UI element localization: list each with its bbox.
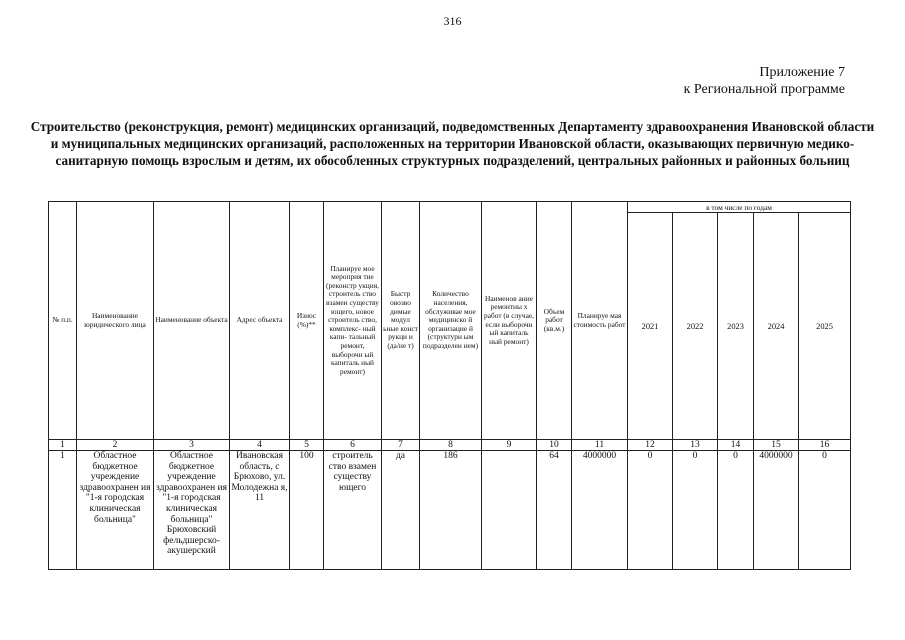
cell-legal-entity: Областное бюджетное учреждение здравоохранен ия "1-я городская клиническая больница"	[77, 451, 154, 570]
column-number: 14	[718, 440, 754, 451]
header-planned-activity: Планируе мое мероприя тие (реконстр укция, строитель ство взамен существу ющего, новое строитель ство, комплекс- ный капи- тальный ремонт, выборочн ый капиталь ный ремонт)	[324, 202, 382, 440]
cell-repair-works	[482, 451, 537, 570]
table-row	[49, 451, 851, 570]
column-number: 3	[154, 440, 230, 451]
cell-cost: 4000000	[572, 451, 628, 570]
page-number: 316	[443, 14, 462, 28]
column-number: 8	[420, 440, 482, 451]
cell-population: 186	[420, 451, 482, 570]
header-object-name: Наименование объекта	[154, 202, 230, 440]
header-year-2022: 2022	[673, 213, 718, 440]
header-address: Адрес объекта	[230, 202, 290, 440]
column-number: 1	[49, 440, 77, 451]
cell-object-name: Областное бюджетное учреждение здравоохранен ия "1-я городская клиническая больница" Брюховский фельдшерско-акушерский	[154, 451, 230, 570]
column-number: 4	[230, 440, 290, 451]
column-number: 15	[754, 440, 799, 451]
cell-num: 1	[49, 451, 77, 570]
cell-year-2023: 0	[718, 451, 754, 570]
header-population: Количество населения, обслуживае мое медицинско й организацие й (структурн ым подразделен ием)	[420, 202, 482, 440]
cell-volume: 64	[537, 451, 572, 570]
header-row-1	[49, 202, 851, 213]
column-numbers-row	[49, 440, 851, 451]
header-repair-works: Наименов ание ремонтны х работ (в случае, если выборочн ый капиталь ный ремонт)	[482, 202, 537, 440]
header-years-group: в том числе по годам	[628, 202, 851, 213]
cell-wear: 100	[290, 451, 324, 570]
document-title: Строительство (реконструкция, ремонт) медицинских организаций, подведомственных Департаменту здравоохранения Ивановской области и муниципальных медицинских организаций, расположенных на территории Ивановской области, оказывающих первичную медико-санитарную помощь взрослым и детям, их обособленных структурных подразделений, центральных районных и районных больниц	[30, 119, 875, 168]
appendix-line-2: к Региональной программе	[683, 82, 845, 97]
column-number: 10	[537, 440, 572, 451]
header-year-2024: 2024	[754, 213, 799, 440]
column-number: 13	[673, 440, 718, 451]
header-year-2021: 2021	[628, 213, 673, 440]
cell-year-2022: 0	[673, 451, 718, 570]
header-num: № п.п.	[49, 202, 77, 440]
objects-table	[48, 201, 851, 570]
column-number: 7	[382, 440, 420, 451]
column-number: 2	[77, 440, 154, 451]
header-volume: Объем работ (кв.м.)	[537, 202, 572, 440]
header-wear: Износ (%)**	[290, 202, 324, 440]
column-number: 6	[324, 440, 382, 451]
cell-year-2021: 0	[628, 451, 673, 570]
header-year-2025: 2025	[799, 213, 851, 440]
appendix-line-1: Приложение 7	[759, 65, 845, 80]
column-number: 16	[799, 440, 851, 451]
cell-address: Ивановская область, с Брюхово, ул. Молодежна я, 11	[230, 451, 290, 570]
header-modular: Быстр овозво димые модул ьные конст рукци и (да/не т)	[382, 202, 420, 440]
header-year-2023: 2023	[718, 213, 754, 440]
column-number: 5	[290, 440, 324, 451]
cell-modular: да	[382, 451, 420, 570]
cell-planned-activity: строитель ство взамен существу ющего	[324, 451, 382, 570]
column-number: 11	[572, 440, 628, 451]
header-legal-entity: Наименование юридического лица	[77, 202, 154, 440]
cell-year-2025: 0	[799, 451, 851, 570]
header-cost: Планируе мая стоимость работ	[572, 202, 628, 440]
appendix-caption	[684, 64, 845, 98]
cell-year-2024: 4000000	[754, 451, 799, 570]
column-number: 12	[628, 440, 673, 451]
column-number: 9	[482, 440, 537, 451]
